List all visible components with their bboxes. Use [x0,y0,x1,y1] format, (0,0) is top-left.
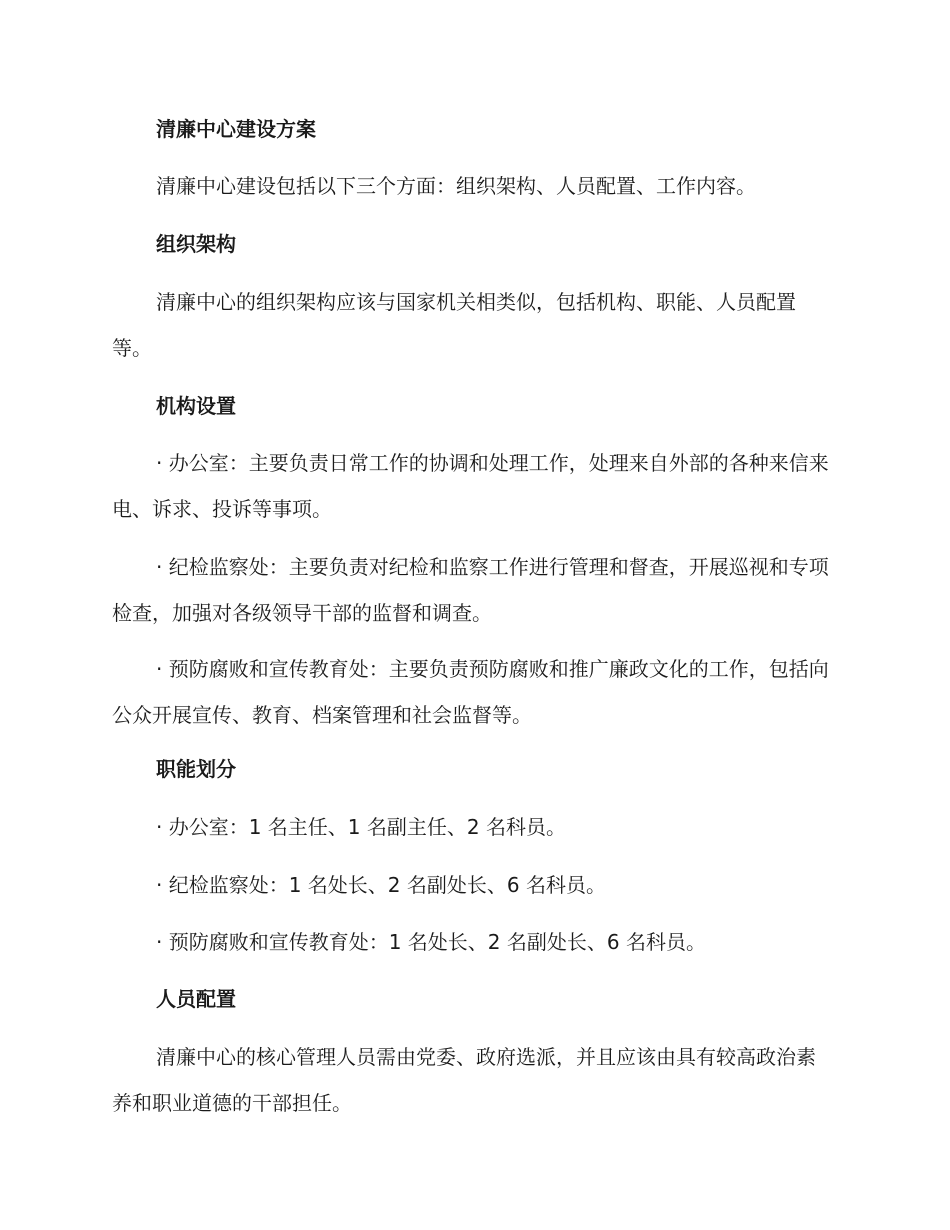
list-item-office: · 办公室：主要负责日常工作的协调和处理工作，处理来自外部的各种来信来电、诉求、投诉等事项。 [112,451,829,521]
func-item-office: · 办公室：1 名主任、1 名副主任、2 名科员。 [156,815,566,839]
list-item-prevention: · 预防腐败和宣传教育处：主要负责预防腐败和推广廉政文化的工作，包括向公众开展宣传、教育、档案管理和社会监督等。 [112,657,829,727]
section-heading-staff: 人员配置 [156,987,236,1011]
intro-paragraph: 清廉中心建设包括以下三个方面：组织架构、人员配置、工作内容。 [156,174,756,198]
section-heading-org: 组织架构 [156,232,236,256]
staff-paragraph: 清廉中心的核心管理人员需由党委、政府选派，并且应该由具有较高政治素养和职业道德的干部担任。 [112,1045,816,1115]
list-item-discipline: · 纪检监察处：主要负责对纪检和监察工作进行管理和督查，开展巡视和专项检查，加强对各级领导干部的监督和调查。 [112,555,829,625]
document-title: 清廉中心建设方案 [156,117,316,141]
org-paragraph: 清廉中心的组织架构应该与国家机关相类似，包括机构、职能、人员配置等。 [112,290,796,360]
section-heading-institutions: 机构设置 [156,394,236,418]
func-item-prevention: · 预防腐败和宣传教育处：1 名处长、2 名副处长、6 名科员。 [156,930,706,954]
section-heading-functions: 职能划分 [156,757,236,781]
func-item-discipline: · 纪检监察处：1 名处长、2 名副处长、6 名科员。 [156,873,606,897]
